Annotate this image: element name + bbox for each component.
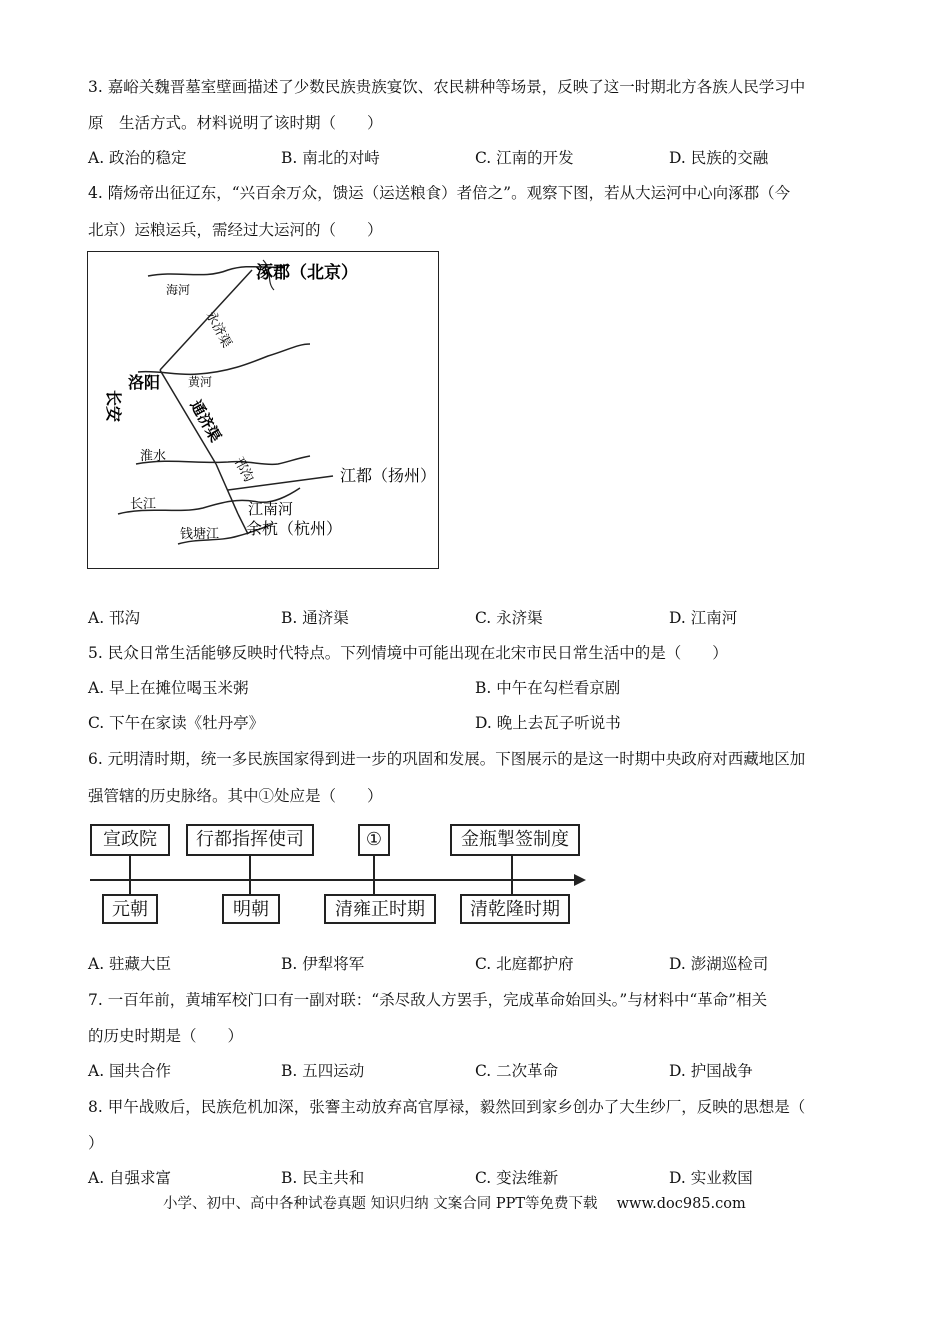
timeline-top-xingdu: 行都指挥使司 bbox=[186, 824, 314, 856]
q3-stem-line1: 3. 嘉峪关魏晋墓室壁画描述了少数民族贵族宴饮、农民耕种等场景，反映了这一时期北方各族人民学习中 bbox=[88, 78, 806, 96]
label-jiangdu: 江都（扬州） bbox=[340, 466, 437, 485]
label-haihe: 海河 bbox=[166, 283, 191, 297]
q3-option-c[interactable]: C. 江南的开发 bbox=[475, 149, 574, 167]
q5-option-a[interactable]: A. 早上在摊位喝玉米粥 bbox=[88, 679, 249, 697]
label-jiangnanhe: 江南河 bbox=[248, 500, 294, 518]
timeline-bottom-yuan: 元朝 bbox=[102, 894, 158, 924]
q3-option-b[interactable]: B. 南北的对峙 bbox=[281, 149, 380, 167]
tibet-timeline bbox=[88, 820, 588, 930]
label-yongjiqu: 永济渠 bbox=[202, 308, 235, 351]
q3-option-d[interactable]: D. 民族的交融 bbox=[669, 149, 769, 167]
label-qiantangjiang: 钱塘江 bbox=[180, 527, 220, 542]
label-changjiang: 长江 bbox=[130, 497, 157, 512]
label-changan: 长安 bbox=[104, 390, 123, 423]
label-zhuojun: 涿郡（北京） bbox=[256, 263, 358, 283]
q6-option-b[interactable]: B. 伊犁将军 bbox=[281, 955, 365, 973]
label-hangou: 邗沟 bbox=[230, 454, 256, 485]
label-yuhang: 余杭（杭州） bbox=[246, 519, 343, 538]
timeline-top-xuanzhengyuan: 宣政院 bbox=[90, 824, 170, 856]
q8-stem-line1: 8. 甲午战败后，民族危机加深，张謇主动放弃高官厚禄，毅然回到家乡创办了大生纱厂，反映的思想是（ bbox=[88, 1098, 806, 1116]
timeline-top-jinping: 金瓶掣签制度 bbox=[450, 824, 580, 856]
q6-stem-line2: 强管辖的历史脉络。其中①处应是（ ） bbox=[88, 787, 383, 805]
q6-stem-line1: 6. 元明清时期，统一多民族国家得到进一步的巩固和发展。下图展示的是这一时期中央政府对西藏地区加 bbox=[88, 750, 806, 768]
q7-option-c[interactable]: C. 二次革命 bbox=[475, 1062, 559, 1080]
q4-option-a[interactable]: A. 邗沟 bbox=[88, 609, 141, 627]
label-huanghe: 黄河 bbox=[188, 375, 213, 389]
q4-option-d[interactable]: D. 江南河 bbox=[669, 609, 738, 627]
q8-option-d[interactable]: D. 实业救国 bbox=[669, 1169, 753, 1187]
q5-stem: 5. 民众日常生活能够反映时代特点。下列情境中可能出现在北宋市民日常生活中的是（ ） bbox=[88, 644, 728, 662]
q4-option-c[interactable]: C. 永济渠 bbox=[475, 609, 543, 627]
grand-canal-map bbox=[87, 251, 439, 569]
timeline-bottom-yongzheng: 清雍正时期 bbox=[324, 894, 436, 924]
q5-option-c[interactable]: C. 下午在家读《牡丹亭》 bbox=[88, 714, 265, 732]
label-huaishui: 淮水 bbox=[140, 449, 167, 464]
q8-stem-line2: ） bbox=[88, 1134, 104, 1152]
q4-stem-line2: 北京）运粮运兵，需经过大运河的（ ） bbox=[88, 221, 383, 239]
q5-option-d[interactable]: D. 晚上去瓦子听说书 bbox=[475, 714, 621, 732]
q7-stem-line2: 的历史时期是（ ） bbox=[88, 1027, 244, 1045]
q7-stem-line1: 7. 一百年前，黄埔军校门口有一副对联：“杀尽敌人方罢手，完成革命始回头。”与材料中“革命”相关 bbox=[88, 991, 768, 1009]
q3-option-a[interactable]: A. 政治的稳定 bbox=[88, 149, 187, 167]
q7-option-b[interactable]: B. 五四运动 bbox=[281, 1062, 365, 1080]
q6-option-d[interactable]: D. 澎湖巡检司 bbox=[669, 955, 769, 973]
q6-option-a[interactable]: A. 驻藏大臣 bbox=[88, 955, 172, 973]
grand-canal-map-drawing bbox=[88, 252, 440, 570]
q3-stem-line2: 原 生活方式。材料说明了该时期（ ） bbox=[88, 114, 383, 132]
q8-option-a[interactable]: A. 自强求富 bbox=[88, 1169, 172, 1187]
timeline-bottom-ming: 明朝 bbox=[222, 894, 280, 924]
label-luoyang: 洛阳 bbox=[128, 373, 161, 392]
q6-option-c[interactable]: C. 北庭都护府 bbox=[475, 955, 574, 973]
q4-stem-line1: 4. 隋炀帝出征辽东，“兴百余万众，馈运（运送粮食）者倍之”。观察下图，若从大运河中心向涿郡（今 bbox=[88, 184, 791, 202]
q7-option-a[interactable]: A. 国共合作 bbox=[88, 1062, 172, 1080]
q4-option-b[interactable]: B. 通济渠 bbox=[281, 609, 349, 627]
q7-option-d[interactable]: D. 护国战争 bbox=[669, 1062, 753, 1080]
page-footer: 小学、初中、高中各种试卷真题 知识归纳 文案合同 PPT等免费下载 www.doc985.com bbox=[163, 1196, 746, 1212]
label-tongjiqu: 通济渠 bbox=[186, 397, 225, 445]
timeline-bottom-qianlong: 清乾隆时期 bbox=[460, 894, 570, 924]
q8-option-b[interactable]: B. 民主共和 bbox=[281, 1169, 365, 1187]
q8-option-c[interactable]: C. 变法维新 bbox=[475, 1169, 559, 1187]
q5-option-b[interactable]: B. 中午在勾栏看京剧 bbox=[475, 679, 621, 697]
timeline-top-blank-1: ① bbox=[358, 824, 390, 856]
